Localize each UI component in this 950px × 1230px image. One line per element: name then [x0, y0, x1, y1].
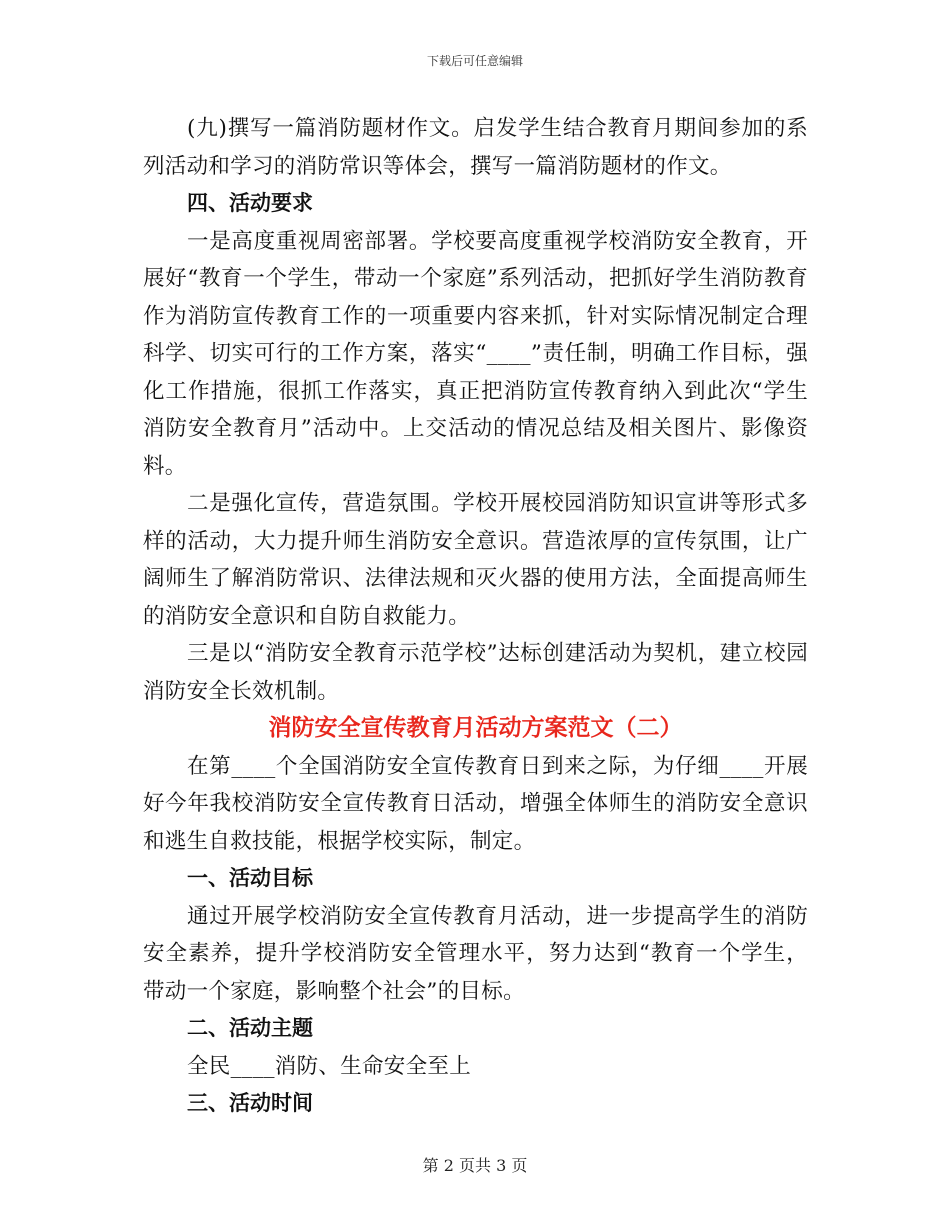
- paragraph-requirement-2: 二是强化宣传，营造氛围。学校开展校园消防知识宣讲等形式多样的活动，大力提升师生消防安全意识。营造浓厚的宣传氛围，让广阔师生了解消防常识、法律法规和灭火器的使用方法，全面提高师生的消防安全意识和自防自救能力。: [143, 491, 808, 629]
- paragraph-goal: 通过开展学校消防安全宣传教育月活动，进一步提高学生的消防安全素养，提升学校消防安全管理水平，努力达到“教育一个学生，带动一个家庭，影响整个社会”的目标。: [143, 903, 808, 1004]
- section-heading-theme: 二、活动主题: [187, 1016, 313, 1040]
- section-heading-requirements: 四、活动要求: [187, 191, 313, 215]
- paragraph-requirement-3: 三是以“消防安全教育示范学校”达标创建活动为契机，建立校园消防安全长效机制。: [143, 641, 808, 704]
- document-body: [143, 110, 808, 1123]
- paragraph-requirement-1: 一是高度重视周密部署。学校要高度重视学校消防安全教育，开展好“教育一个学生，带动一个家庭”系列活动，把抓好学生消防教育作为消防宣传教育工作的一项重要内容来抓，针对实际情况制定合理科学、切实可行的工作方案，落实“____”责任制，明确工作目标，强化工作措施，很抓工作落实，真正把消防宣传教育纳入到此次“学生消防安全教育月”活动中。上交活动的情况总结及相关图片、影像资料。: [143, 228, 808, 479]
- section-heading-time: 三、活动时间: [187, 1091, 313, 1115]
- page-header: 下载后可任意编辑: [426, 54, 523, 68]
- page-footer: 第 2 页共 3 页: [422, 1156, 528, 1175]
- section-heading-goal: 一、活动目标: [187, 866, 313, 890]
- document-title-2: 消防安全宣传教育月活动方案范文（二）: [268, 715, 683, 741]
- paragraph-item-nine: (九)撰写一篇消防题材作文。启发学生结合教育月期间参加的系列活动和学习的消防常识等体会，撰写一篇消防题材的作文。: [143, 116, 808, 179]
- paragraph-intro-2: 在第____个全国消防安全宣传教育日到来之际，为仔细____开展好今年我校消防安全宣传教育日活动，增强全体师生的消防安全意识和逃生自救技能，根据学校实际，制定。: [143, 753, 808, 854]
- paragraph-theme: 全民____消防、生命安全至上: [187, 1053, 472, 1079]
